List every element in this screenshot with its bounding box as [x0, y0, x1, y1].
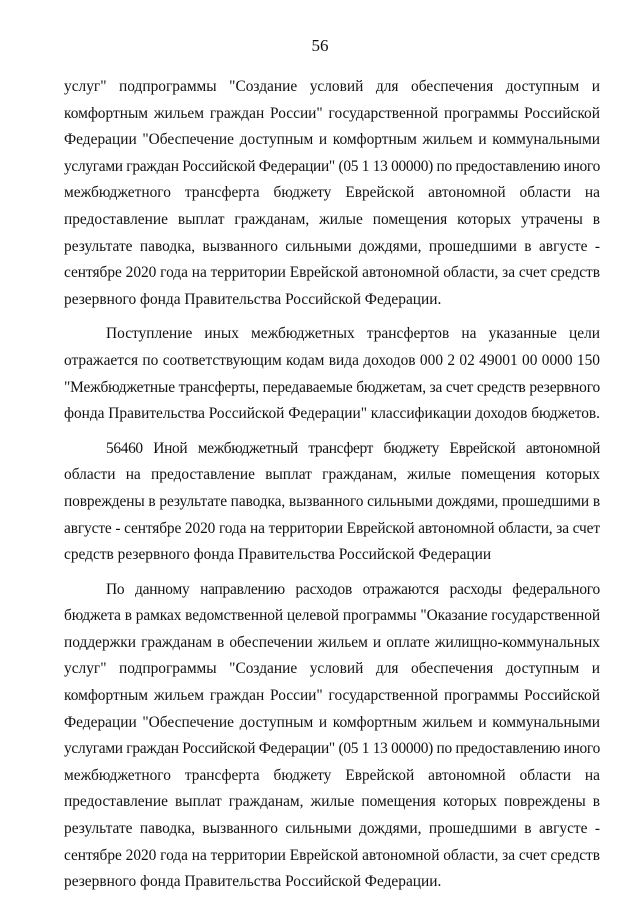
text-line: сентябре 2020 года на территории Еврейской автономной области, за счет средств	[64, 264, 600, 282]
text-line: результате паводка, вызванного сильными дождями, прошедшими в августе -	[64, 820, 600, 838]
text-line: По данному направлению расходов отражаются расходы федерального	[106, 580, 600, 598]
paragraph	[64, 436, 600, 569]
text-line: фонда Правительства Российской Федерации" классификации доходов бюджетов.	[64, 405, 601, 423]
text-line: поддержки гражданам в обеспечении жильем и оплате жилищно-коммунальных	[64, 633, 600, 651]
text-line: межбюджетного трансферта бюджету Еврейской автономной области на	[64, 766, 600, 784]
text-line: бюджета в рамках ведомственной целевой программы "Оказание государственной	[64, 607, 600, 625]
text-line: области на предоставление выплат гражданам, жилые помещения которых	[64, 466, 600, 484]
text-line: результате паводка, вызванного сильными дождями, прошедшими в августе -	[64, 237, 600, 255]
text-line: предоставление выплат гражданам, жилые помещения которых повреждены в	[64, 793, 600, 811]
text-line: сентябре 2020 года на территории Еврейской автономной области, за счет средств	[64, 846, 600, 864]
text-line: отражается по соответствующим кодам вида доходов 000 2 02 49001 00 0000 150	[64, 351, 600, 369]
text-line: Поступление иных межбюджетных трансфертов на указанные цели	[106, 325, 600, 343]
text-line: межбюджетного трансферта бюджету Еврейской автономной области на	[64, 184, 600, 202]
paragraph	[64, 321, 600, 427]
document-body	[64, 74, 600, 896]
text-line: "Межбюджетные трансферты, передаваемые бюджетам, за счет средств резервного	[64, 378, 601, 396]
page-number: 56	[311, 36, 329, 55]
text-line: резервного фонда Правительства Российской Федерации.	[64, 873, 442, 891]
paragraph	[64, 577, 600, 896]
text-line: предоставление выплат гражданам, жилые помещения которых утрачены в	[64, 210, 600, 228]
text-line: Федерации "Обеспечение доступным и комфортным жильем и коммунальными	[64, 713, 600, 731]
text-line: комфортным жильем граждан России" государственной программы Российской	[64, 687, 600, 705]
text-line: услугами граждан Российской Федерации" (05 1 13 00000) по предоставлению иного	[64, 157, 600, 175]
text-line: Федерации "Обеспечение доступным и комфортным жильем и коммунальными	[64, 131, 600, 149]
text-line: услуг" подпрограммы "Создание условий для обеспечения доступным и	[64, 78, 600, 95]
text-line: комфортным жильем граждан России" государственной программы Российской	[64, 104, 600, 122]
text-line: августе - сентябре 2020 года на территории Еврейской автономной области, за счет	[64, 519, 600, 537]
text-line: услугами граждан Российской Федерации" (05 1 13 00000) по предоставлению иного	[64, 740, 600, 758]
text-line: 56460 Иной межбюджетный трансферт бюджету Еврейской автономной	[106, 439, 600, 457]
text-line: средств резервного фонда Правительства Российской Федерации	[64, 546, 492, 564]
paragraph	[64, 74, 600, 313]
text-line: резервного фонда Правительства Российской Федерации.	[64, 290, 442, 308]
text-line: услуг" подпрограммы "Создание условий для обеспечения доступным и	[64, 660, 600, 678]
text-line: повреждены в результате паводка, вызванного сильными дождями, прошедшими в	[64, 492, 600, 510]
